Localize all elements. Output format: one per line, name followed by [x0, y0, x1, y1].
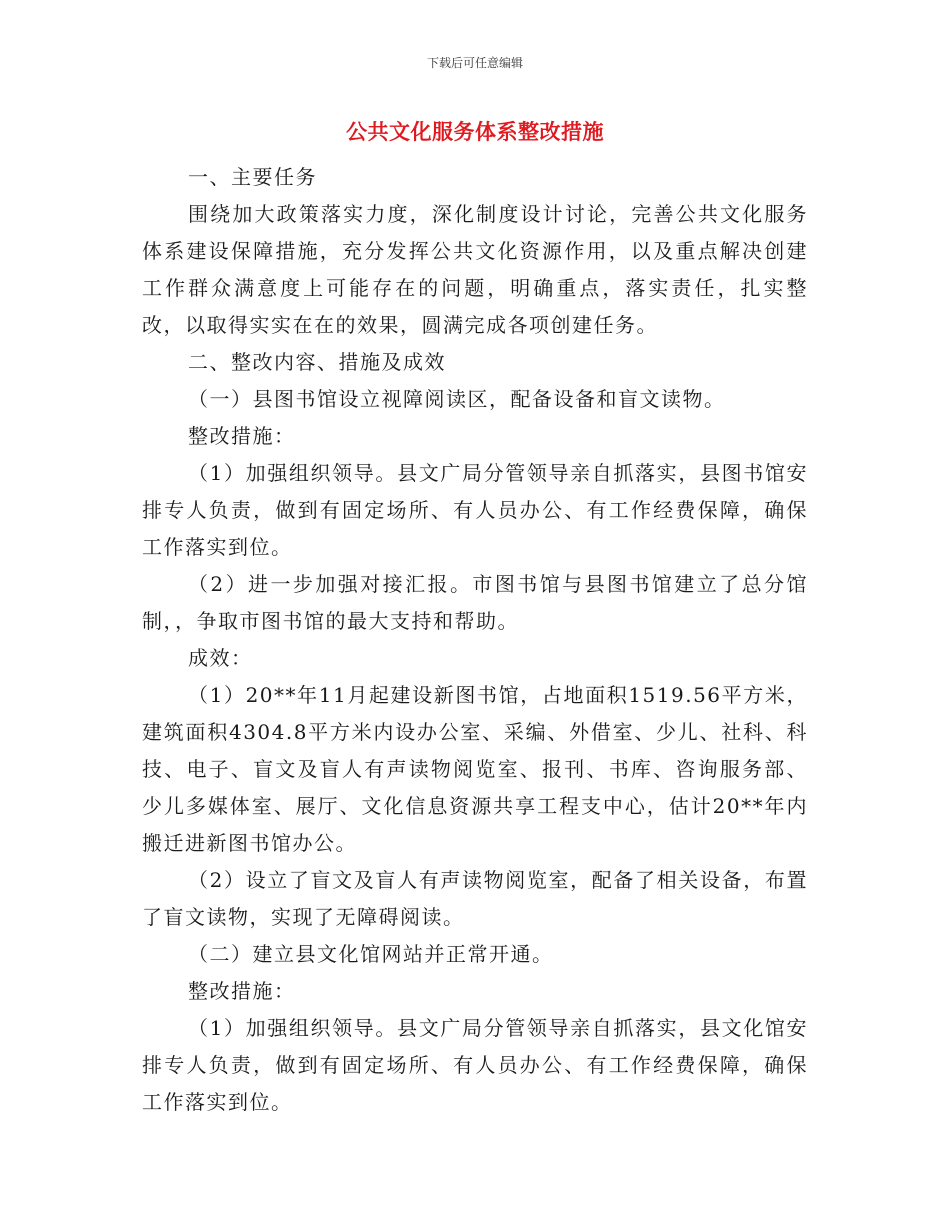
- body-paragraph: （1）20**年11月起建设新图书馆，占地面积1519.56平方米，建筑面积4304.8平方米内设办公室、采编、外借室、少儿、社科、科技、电子、盲文及盲人有声读物阅览室、报刊、书库、咨询服务部、少儿多媒体室、展厅、文化信息资源共享工程支中心，估计20**年内搬迁进新图书馆办公。: [142, 683, 808, 855]
- body-paragraph: （1）加强组织领导。县文广局分管领导亲自抓落实，县文化馆安排专人负责，做到有固定场所、有人员办公、有工作经费保障，确保工作落实到位。: [142, 1016, 808, 1114]
- section-heading: 一、主要任务: [188, 165, 317, 189]
- label-paragraph: 成效：: [188, 646, 253, 670]
- label-paragraph: 整改措施：: [188, 979, 296, 1003]
- document-body: [142, 159, 808, 1121]
- header-note: 下载后可任意编辑: [426, 56, 523, 70]
- document-title: 公共文化服务体系整改措施: [346, 120, 604, 144]
- body-paragraph: （1）加强组织领导。县文广局分管领导亲自抓落实，县图书馆安排专人负责，做到有固定场所、有人员办公、有工作经费保障，确保工作落实到位。: [142, 461, 808, 559]
- body-paragraph: （2）进一步加强对接汇报。市图书馆与县图书馆建立了总分馆制，，争取市图书馆的最大支持和帮助。: [142, 572, 808, 633]
- body-paragraph: 围绕加大政策落实力度，深化制度设计讨论，完善公共文化服务体系建设保障措施，充分发挥公共文化资源作用，以及重点解决创建工作群众满意度上可能存在的问题，明确重点，落实责任，扎实整改，以取得实实在在的效果，圆满完成各项创建任务。: [142, 202, 808, 337]
- subsection-heading: （二）建立县文化馆网站并正常开通。: [188, 942, 554, 966]
- section-heading: 二、整改内容、措施及成效: [188, 350, 446, 374]
- subsection-heading: （一）县图书馆设立视障阅读区，配备设备和盲文读物。: [188, 387, 726, 411]
- body-paragraph: （2）设立了盲文及盲人有声读物阅览室，配备了相关设备，布置了盲文读物，实现了无障碍阅读。: [142, 868, 808, 929]
- label-paragraph: 整改措施：: [188, 424, 296, 448]
